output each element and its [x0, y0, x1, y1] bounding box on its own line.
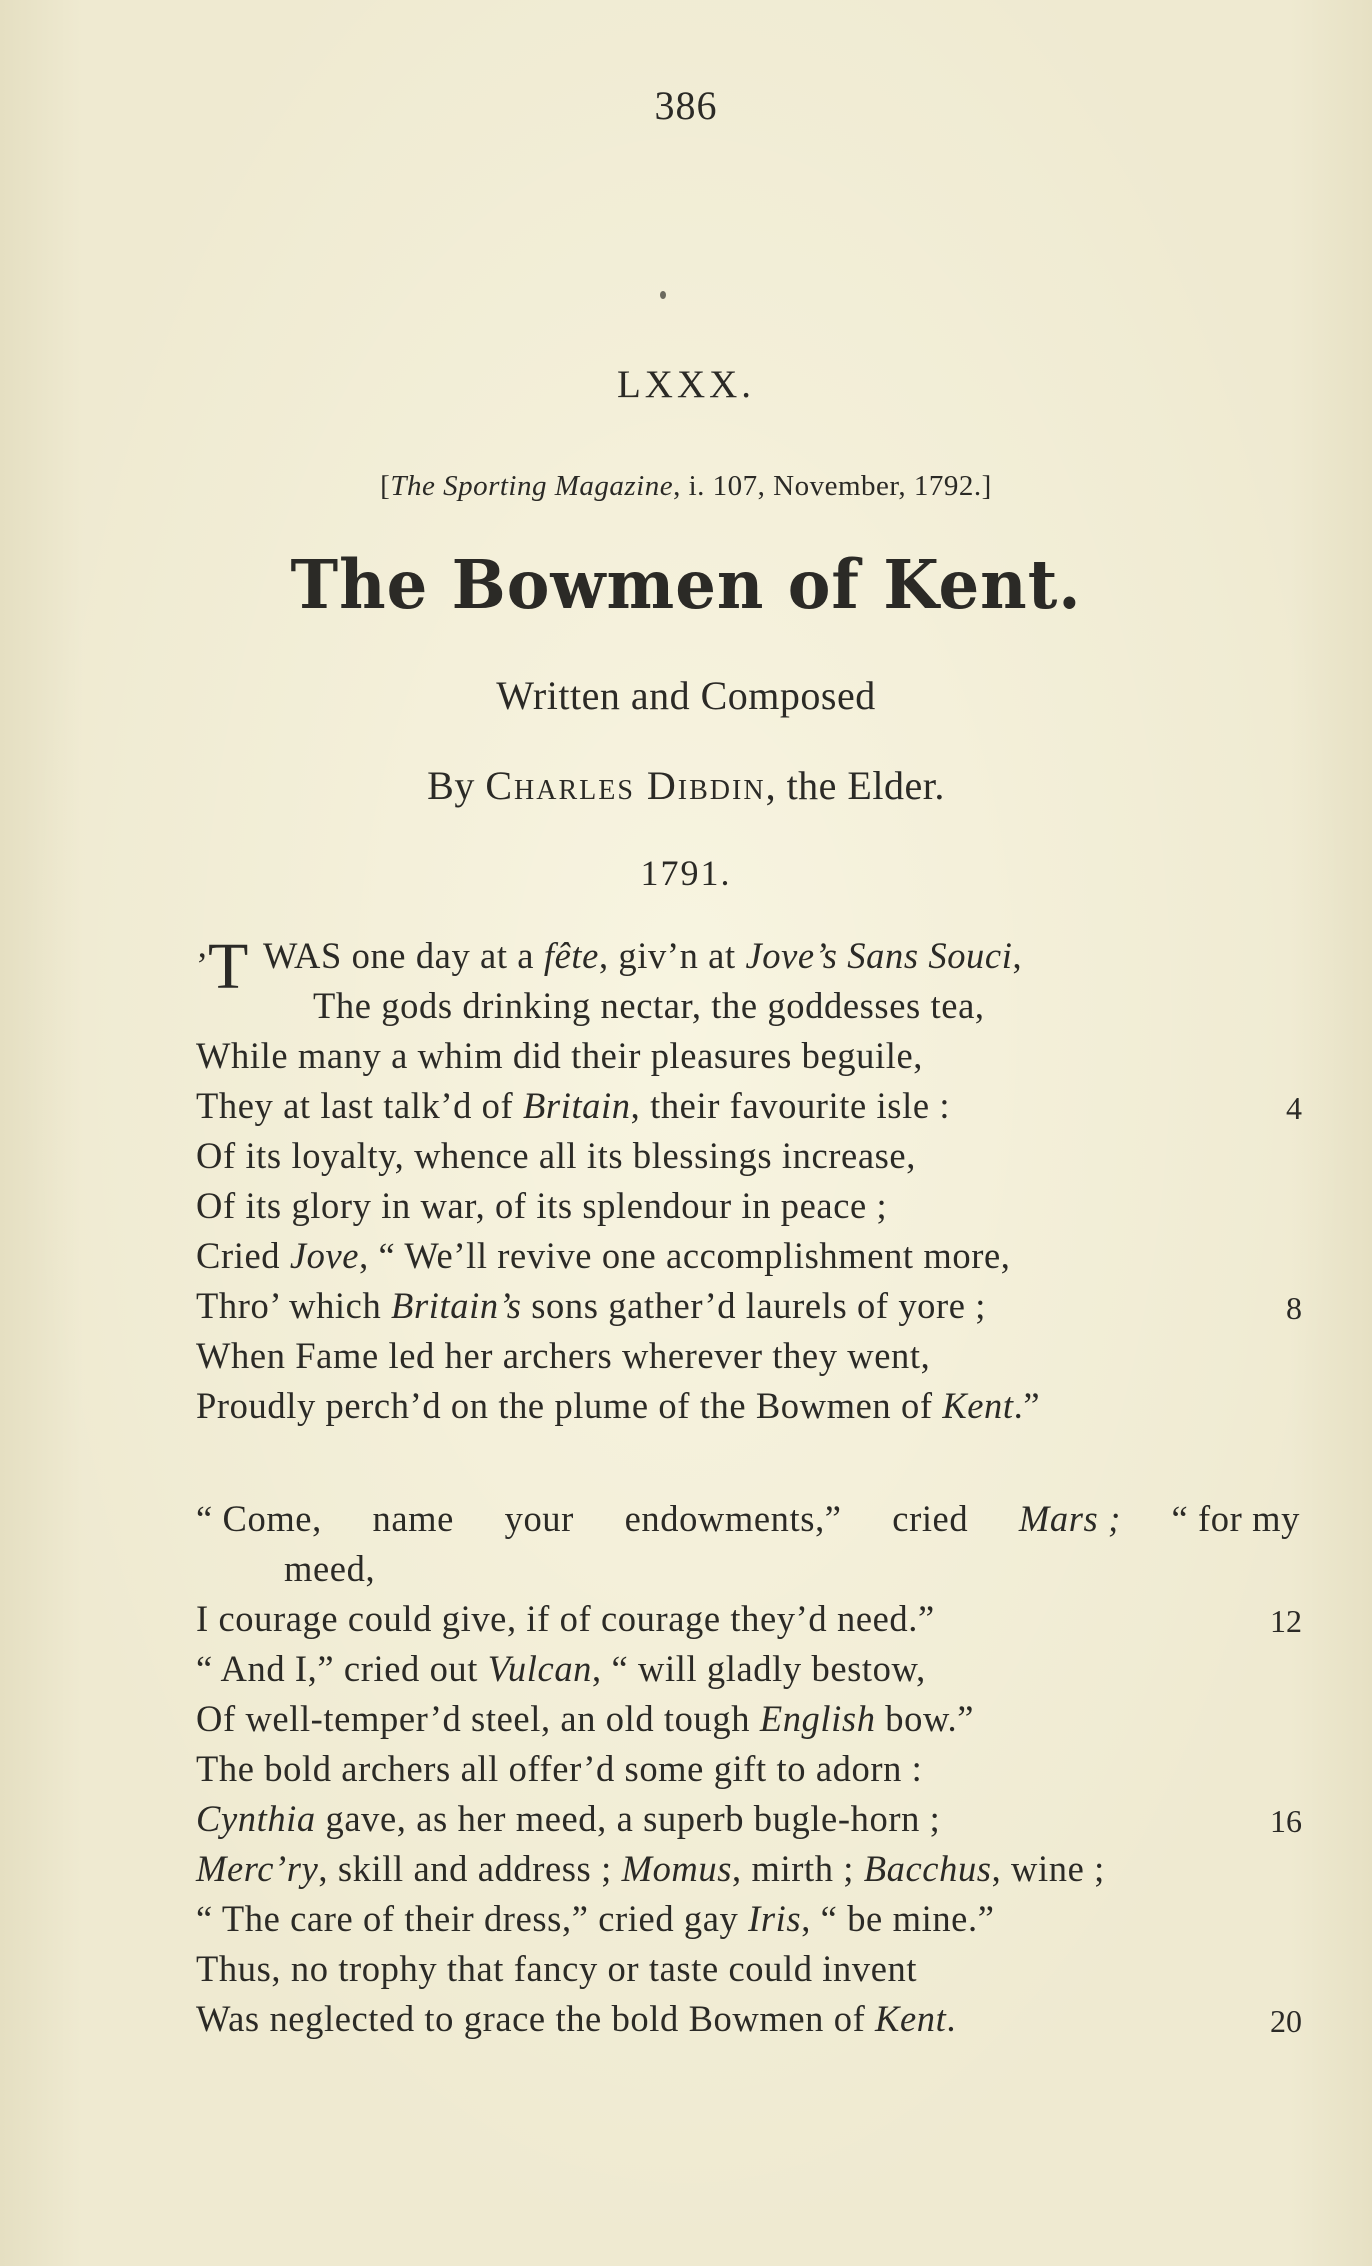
- line-number-20: 20: [1270, 2003, 1302, 2039]
- poem-title: The Bowmen of Kent.: [290, 546, 1082, 625]
- poem-line-16: Cynthia gave, as her meed, a superb bugle-horn ;: [196, 1798, 941, 1839]
- byline-prefix: By: [427, 763, 475, 808]
- poem-line-11-continued: meed,: [284, 1548, 376, 1589]
- drop-cap-apostrophe: ’: [196, 945, 208, 985]
- poem-subtitle: Written and Composed: [496, 673, 876, 718]
- poem-line-7: Cried Jove, “ We’ll revive one accomplishment more,: [196, 1235, 1011, 1276]
- source-bracket: [: [380, 470, 391, 502]
- source-citation: [0, 470, 1372, 503]
- line-number-4: 4: [1286, 1090, 1302, 1126]
- poem-line-5: Of its loyalty, whence all its blessings increase,: [196, 1135, 916, 1176]
- print-speck: [660, 291, 666, 299]
- drop-cap: T: [208, 930, 249, 1003]
- source-publication: The Sporting Magazine: [390, 470, 674, 502]
- poem-year: 1791.: [640, 853, 732, 893]
- line-number-12: 12: [1270, 1603, 1302, 1639]
- poem-line-8: Thro’ which Britain’s sons gather’d laurels of yore ;: [196, 1285, 987, 1326]
- line-number-16: 16: [1270, 1803, 1302, 1839]
- poem-line-12: I courage could give, if of courage they’d need.”: [196, 1598, 935, 1639]
- poem-line-10: Proudly perch’d on the plume of the Bowmen of Kent.”: [196, 1385, 1041, 1426]
- page-number: 386: [654, 83, 718, 128]
- poem-line-20: Was neglected to grace the bold Bowmen of Kent.: [196, 1998, 957, 2039]
- poem-line-1: WAS one day at a fête, giv’n at Jove’s Sans Souci,: [263, 935, 1023, 976]
- author-byline: [0, 762, 1372, 809]
- poem-line-6: Of its glory in war, of its splendour in peace ;: [196, 1185, 888, 1226]
- author-name: Charles Dibdin: [485, 763, 766, 808]
- poem-line-18: “ The care of their dress,” cried gay Iris, “ be mine.”: [196, 1898, 995, 1939]
- poem-line-4: They at last talk’d of Britain, their favourite isle :: [196, 1085, 951, 1126]
- byline-suffix: , the Elder.: [765, 763, 945, 808]
- poem-line-9: When Fame led her archers wherever they went,: [196, 1335, 931, 1376]
- poem-line-17: Merc’ry, skill and address ; Momus, mirth ; Bacchus, wine ;: [196, 1848, 1105, 1889]
- poem-line-19: Thus, no trophy that fancy or taste could invent: [196, 1948, 918, 1989]
- poem-line-15: The bold archers all offer’d some gift to adorn :: [196, 1748, 923, 1789]
- chapter-number: LXXX.: [616, 363, 756, 406]
- poem-line-3: While many a whim did their pleasures beguile,: [196, 1035, 923, 1076]
- poem-line-14: Of well-temper’d steel, an old tough English bow.”: [196, 1698, 975, 1739]
- poem-line-11: “ Come, name your endowments,” cried Mars ; “ for my: [196, 1498, 1300, 1539]
- poem-line-13: “ And I,” cried out Vulcan, “ will gladly bestow,: [196, 1648, 926, 1689]
- source-details: , i. 107, November, 1792.]: [673, 470, 992, 502]
- poem-line-2: The gods drinking nectar, the goddesses tea,: [313, 985, 985, 1026]
- line-number-8: 8: [1286, 1290, 1302, 1326]
